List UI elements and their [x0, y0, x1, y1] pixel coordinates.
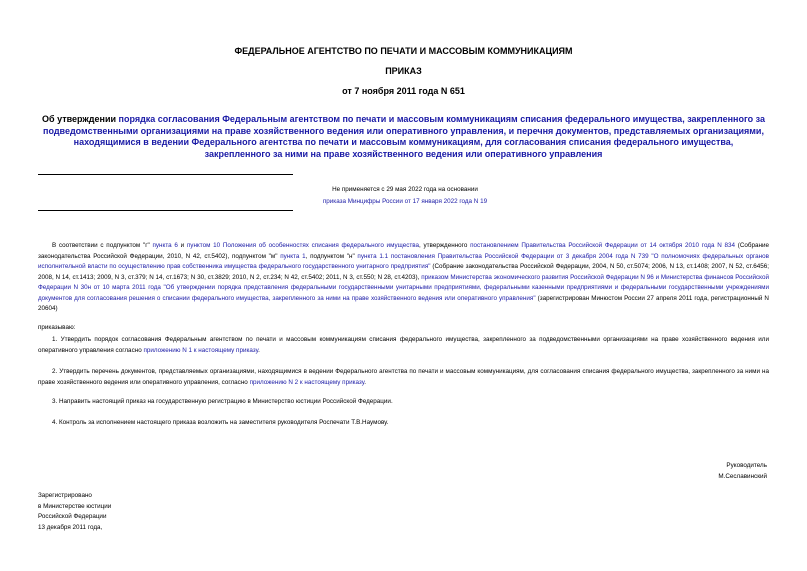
link-prikaz-96-30n[interactable]: приказом Министерства экономического развития Российской Федерации N 96 и Министерства финансов Российской Федерации N 30н от 10 марта 2011 года "Об утверждении порядка представления федеральными государственными унитарными предприятиями, федеральными казенными предприятиями и федеральными государственными учреждениями документов для согласования решения о списании федерального имущества, закрепленного за ними на праве хозяйственного ведения или оперативного управления"	[38, 273, 769, 302]
signatory-name: М.Сеславинский	[718, 472, 767, 480]
registration-line-1: Зарегистрировано	[38, 492, 92, 499]
divider-top	[38, 174, 293, 175]
document-title	[40, 114, 767, 160]
item-text: 1. Утвердить порядок согласования Федеральным агентством по печати и массовым коммуникациям списания федерального имущества, закрепленного за подведомственными организациями на праве хозяйственного ведения или оперативного управления согласно	[38, 336, 769, 354]
preamble-text: (зарегистрирован Минюстом России 27 апреля 2011 года, регистрационный N 20604)	[38, 294, 769, 312]
item-text: 2. Утвердить перечень документов, представляемых организациями, находящимися в ведении Федерального агентства по печати и массовым коммуникациям, для согласования списания федерального имущества, закрепленного за ними на праве хозяйственного ведения или оперативного управления, согласно	[38, 368, 769, 386]
order-item-3-text: 3. Направить настоящий приказ на государственную регистрацию в Министерство юстиции Российской Федерации.	[52, 398, 393, 405]
title-link[interactable]: порядка согласования Федеральным агентством по печати и массовым коммуникациям списания федерального имущества, закрепленного за подведомственными организациями на праве хозяйственного ведения или оперативного управления, и перечня документов, представляемых организациями, находящимися в ведении Федерального агентства по печати и массовым коммуникациям, для согласования списания федерального имущества, закрепленного за ними на праве хозяйственного ведения или оперативного управления	[43, 114, 765, 159]
registration-line-2: в Министерстве юстиции	[38, 502, 112, 510]
registration-line-3: Российской Федерации	[38, 513, 107, 520]
order-item-2	[38, 367, 769, 388]
notice-link[interactable]: приказа Минцифры России от 17 января 2022 года N 19	[322, 198, 488, 205]
order-item-2-text	[38, 367, 769, 388]
item-text: .	[364, 378, 367, 386]
preamble-text: (Собрание законодательства Российской Федерации, 2004, N 50, ст.5074; 2006, N 13, ст.1408; 2007, N 52, ст.6456; 2008, N 14, ст.1413; 2009, N 3, ст.379; N 14, ст.1673; N 30, ст.3829; 2010, N 2, ст.234; N 42, ст.5402; 2011, N 3, ст.550; N 28, ст.4203),	[38, 263, 770, 281]
preamble-text: , подпунктом "н"	[305, 252, 358, 260]
link-punkt-10-polozhenie[interactable]: пунктом 10 Положения об особенностях списания федерального имущества	[186, 242, 420, 249]
order-item-1-text	[38, 335, 769, 356]
status-notice	[300, 186, 510, 205]
order-item-1	[38, 335, 769, 356]
link-punkt-6[interactable]: пункта 6	[152, 242, 178, 249]
agency-name: ФЕДЕРАЛЬНОЕ АГЕНТСТВО ПО ПЕЧАТИ И МАССОВЫМ КОММУНИКАЦИЯМ	[234, 46, 573, 56]
preamble-text: , утвержденного	[419, 242, 471, 249]
order-item-3	[38, 397, 769, 408]
document-type: ПРИКАЗ	[385, 66, 422, 76]
title-prefix: Об утверждении	[42, 114, 119, 124]
order-item-4-text: 4. Контроль за исполнением настоящего приказа возложить на заместителя руководителя Роспечати Т.В.Наумову.	[52, 419, 389, 426]
preamble-paragraph	[38, 241, 769, 315]
signatory-role: Руководитель	[726, 462, 767, 469]
link-postanovlenie-739[interactable]: пункта 1.1 постановления Правительства Российской Федерации от 3 декабря 2004 года N 739 "О полномочиях федеральных органов исполнительной власти по осуществлению прав собственника имущества федерального государственного унитарного предприятия"	[38, 252, 769, 270]
notice-text: Не применяется с 29 мая 2022 года на основании	[332, 186, 478, 193]
preamble-text: (Собрание законодательства Российской Федерации, 2010, N 42, ст.5402), подпунктом "м"	[38, 242, 769, 260]
link-punkt-1[interactable]: пункта 1	[280, 252, 306, 260]
document-date: от 7 ноября 2011 года N 651	[342, 86, 465, 96]
item-text: .	[258, 346, 260, 354]
signature-block	[718, 461, 767, 482]
orders-label: приказываю:	[38, 324, 76, 331]
registration-block	[38, 491, 111, 533]
registration-line-4: 13 декабря 2011 года,	[38, 523, 103, 531]
divider-bottom	[38, 210, 293, 211]
link-appendix-2[interactable]: приложению N 2 к настоящему приказу	[249, 378, 365, 386]
link-appendix-1[interactable]: приложению N 1 к настоящему приказу	[143, 346, 259, 354]
preamble-text: В соответствии с подпунктом "г"	[52, 242, 153, 249]
link-postanovlenie-834[interactable]: постановлением Правительства Российской Федерации от 14 октября 2010 года N 834	[470, 242, 735, 249]
preamble	[38, 241, 769, 315]
preamble-text: и	[177, 242, 187, 249]
order-item-4	[38, 418, 769, 429]
